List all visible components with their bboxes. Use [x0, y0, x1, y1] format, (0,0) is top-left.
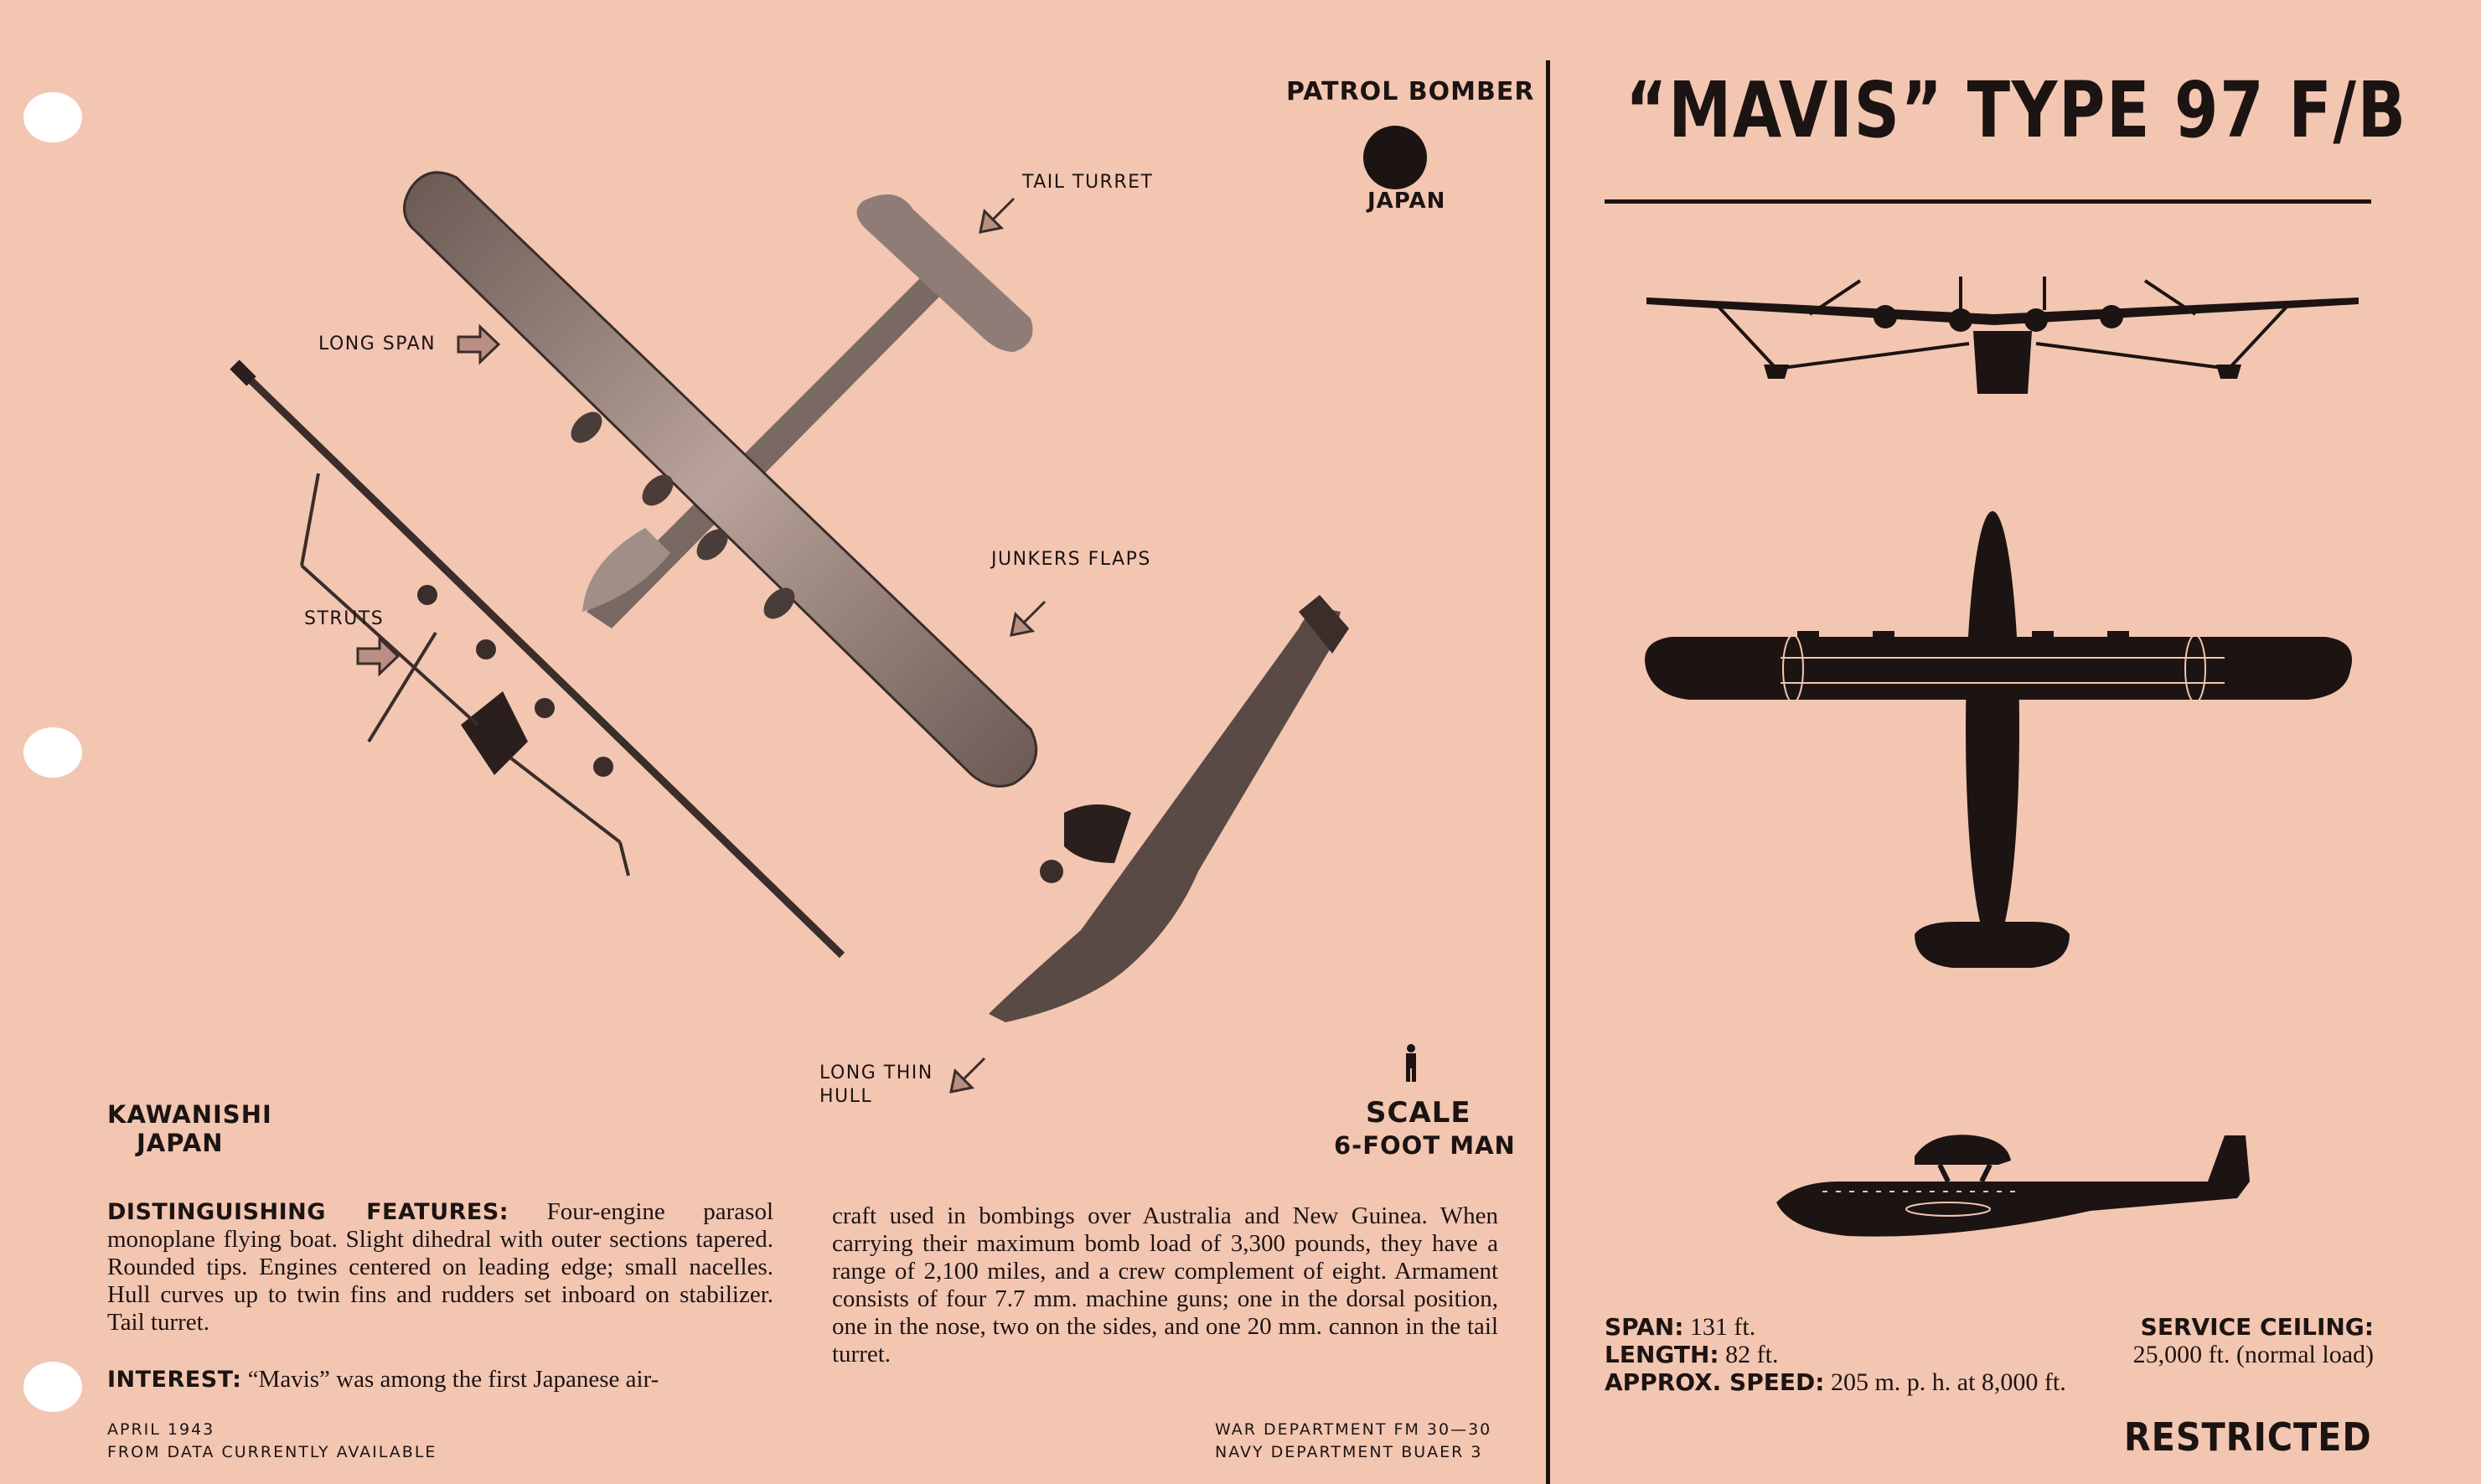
arrow-junkers-flaps-icon [1007, 597, 1049, 639]
footer-source: FROM DATA CURRENTLY AVAILABLE [107, 1443, 437, 1461]
interest-continued-paragraph: craft used in bombings over Australia and New Guinea. When carrying their maximum bomb load of 3,300 pounds, they have a range of 2,100 miles, and a crew complement of eight. Armament consists of four 7.7 mm. machine guns; one in the dorsal position, one in the nose, two on the sides, and one 20 mm. cannon in the tail turret. [832, 1202, 1498, 1368]
aircraft-front-view [226, 356, 863, 968]
arrow-struts-icon [356, 637, 400, 675]
maker-line1: KAWANISHI [107, 1100, 272, 1129]
aircraft-side-view [980, 595, 1366, 1031]
callout-junkers-flaps: JUNKERS FLAPS [991, 549, 1151, 570]
scale-man-icon [1401, 1043, 1421, 1083]
page-title: “MAVIS” TYPE 97 F/B [1626, 65, 2407, 155]
binder-hole-top [23, 92, 82, 142]
callout-long-thin-hull-1: LONG THIN [819, 1063, 933, 1083]
silhouette-side [1772, 1131, 2250, 1249]
callout-long-thin-hull-2: HULL [819, 1086, 873, 1107]
spec-ceiling-label-text: SERVICE CEILING: [2140, 1313, 2374, 1341]
footer-ref-war: WAR DEPARTMENT FM 30—30 [1215, 1420, 1492, 1439]
spec-span-value: 131 ft. [1689, 1313, 1756, 1341]
arrow-tail-turret-icon [976, 194, 1018, 236]
spec-ceiling-label [2141, 1313, 2374, 1341]
spec-speed-value: 205 m. p. h. at 8,000 ft. [1830, 1368, 2066, 1396]
footer-ref-navy: NAVY DEPARTMENT BUAER 3 [1215, 1443, 1483, 1461]
title-underline [1605, 199, 2371, 204]
classification-stamp: RESTRICTED [2124, 1414, 2372, 1460]
footer-date: APRIL 1943 [107, 1420, 215, 1439]
spec-length-label: LENGTH: [1605, 1341, 1719, 1368]
japan-roundel-icon [1362, 124, 1429, 191]
callout-tail-turret: TAIL TURRET [1022, 172, 1154, 193]
category-label: PATROL BOMBER [1286, 77, 1535, 106]
interest-label: INTEREST: [107, 1367, 242, 1393]
features-paragraph [107, 1198, 773, 1337]
spec-speed-label: APPROX. SPEED: [1605, 1368, 1825, 1396]
maker-line2: JAPAN [137, 1129, 224, 1157]
callout-struts: STRUTS [304, 608, 385, 629]
binder-hole-bottom [23, 1362, 82, 1412]
arrow-long-span-icon [457, 325, 500, 364]
column-divider [1546, 60, 1550, 1484]
spec-length-value: 82 ft. [1725, 1341, 1779, 1368]
country-badge: JAPAN [1367, 189, 1446, 214]
binder-hole-middle [23, 727, 82, 778]
features-label: DISTINGUISHING FEATURES: [107, 1199, 509, 1225]
features-body: Four-engine parasol monoplane flying boat. Slight dihedral with outer sections tapered. Rounded tips. Engines centered on leading edge; small nacelles. Hull curves up to twin fins and rudders set inboard on stabilizer. Tail turret. [107, 1198, 774, 1336]
spec-ceiling-value: 25,000 ft. (normal load) [2132, 1341, 2374, 1368]
scale-sub-label: 6-FOOT MAN [1334, 1131, 1516, 1160]
interest-body: “Mavis” was among the first Japanese air- [241, 1366, 659, 1393]
spec-speed [1605, 1368, 2066, 1396]
silhouette-top [1638, 511, 2359, 989]
spec-span-label: SPAN: [1605, 1313, 1684, 1341]
silhouette-front [1642, 277, 2363, 411]
spec-length [1605, 1341, 1778, 1368]
spec-span [1605, 1313, 1755, 1341]
scale-label: SCALE [1366, 1096, 1471, 1130]
interest-paragraph [107, 1366, 773, 1394]
callout-long-span: LONG SPAN [318, 334, 437, 354]
arrow-long-thin-hull-icon [947, 1054, 989, 1096]
